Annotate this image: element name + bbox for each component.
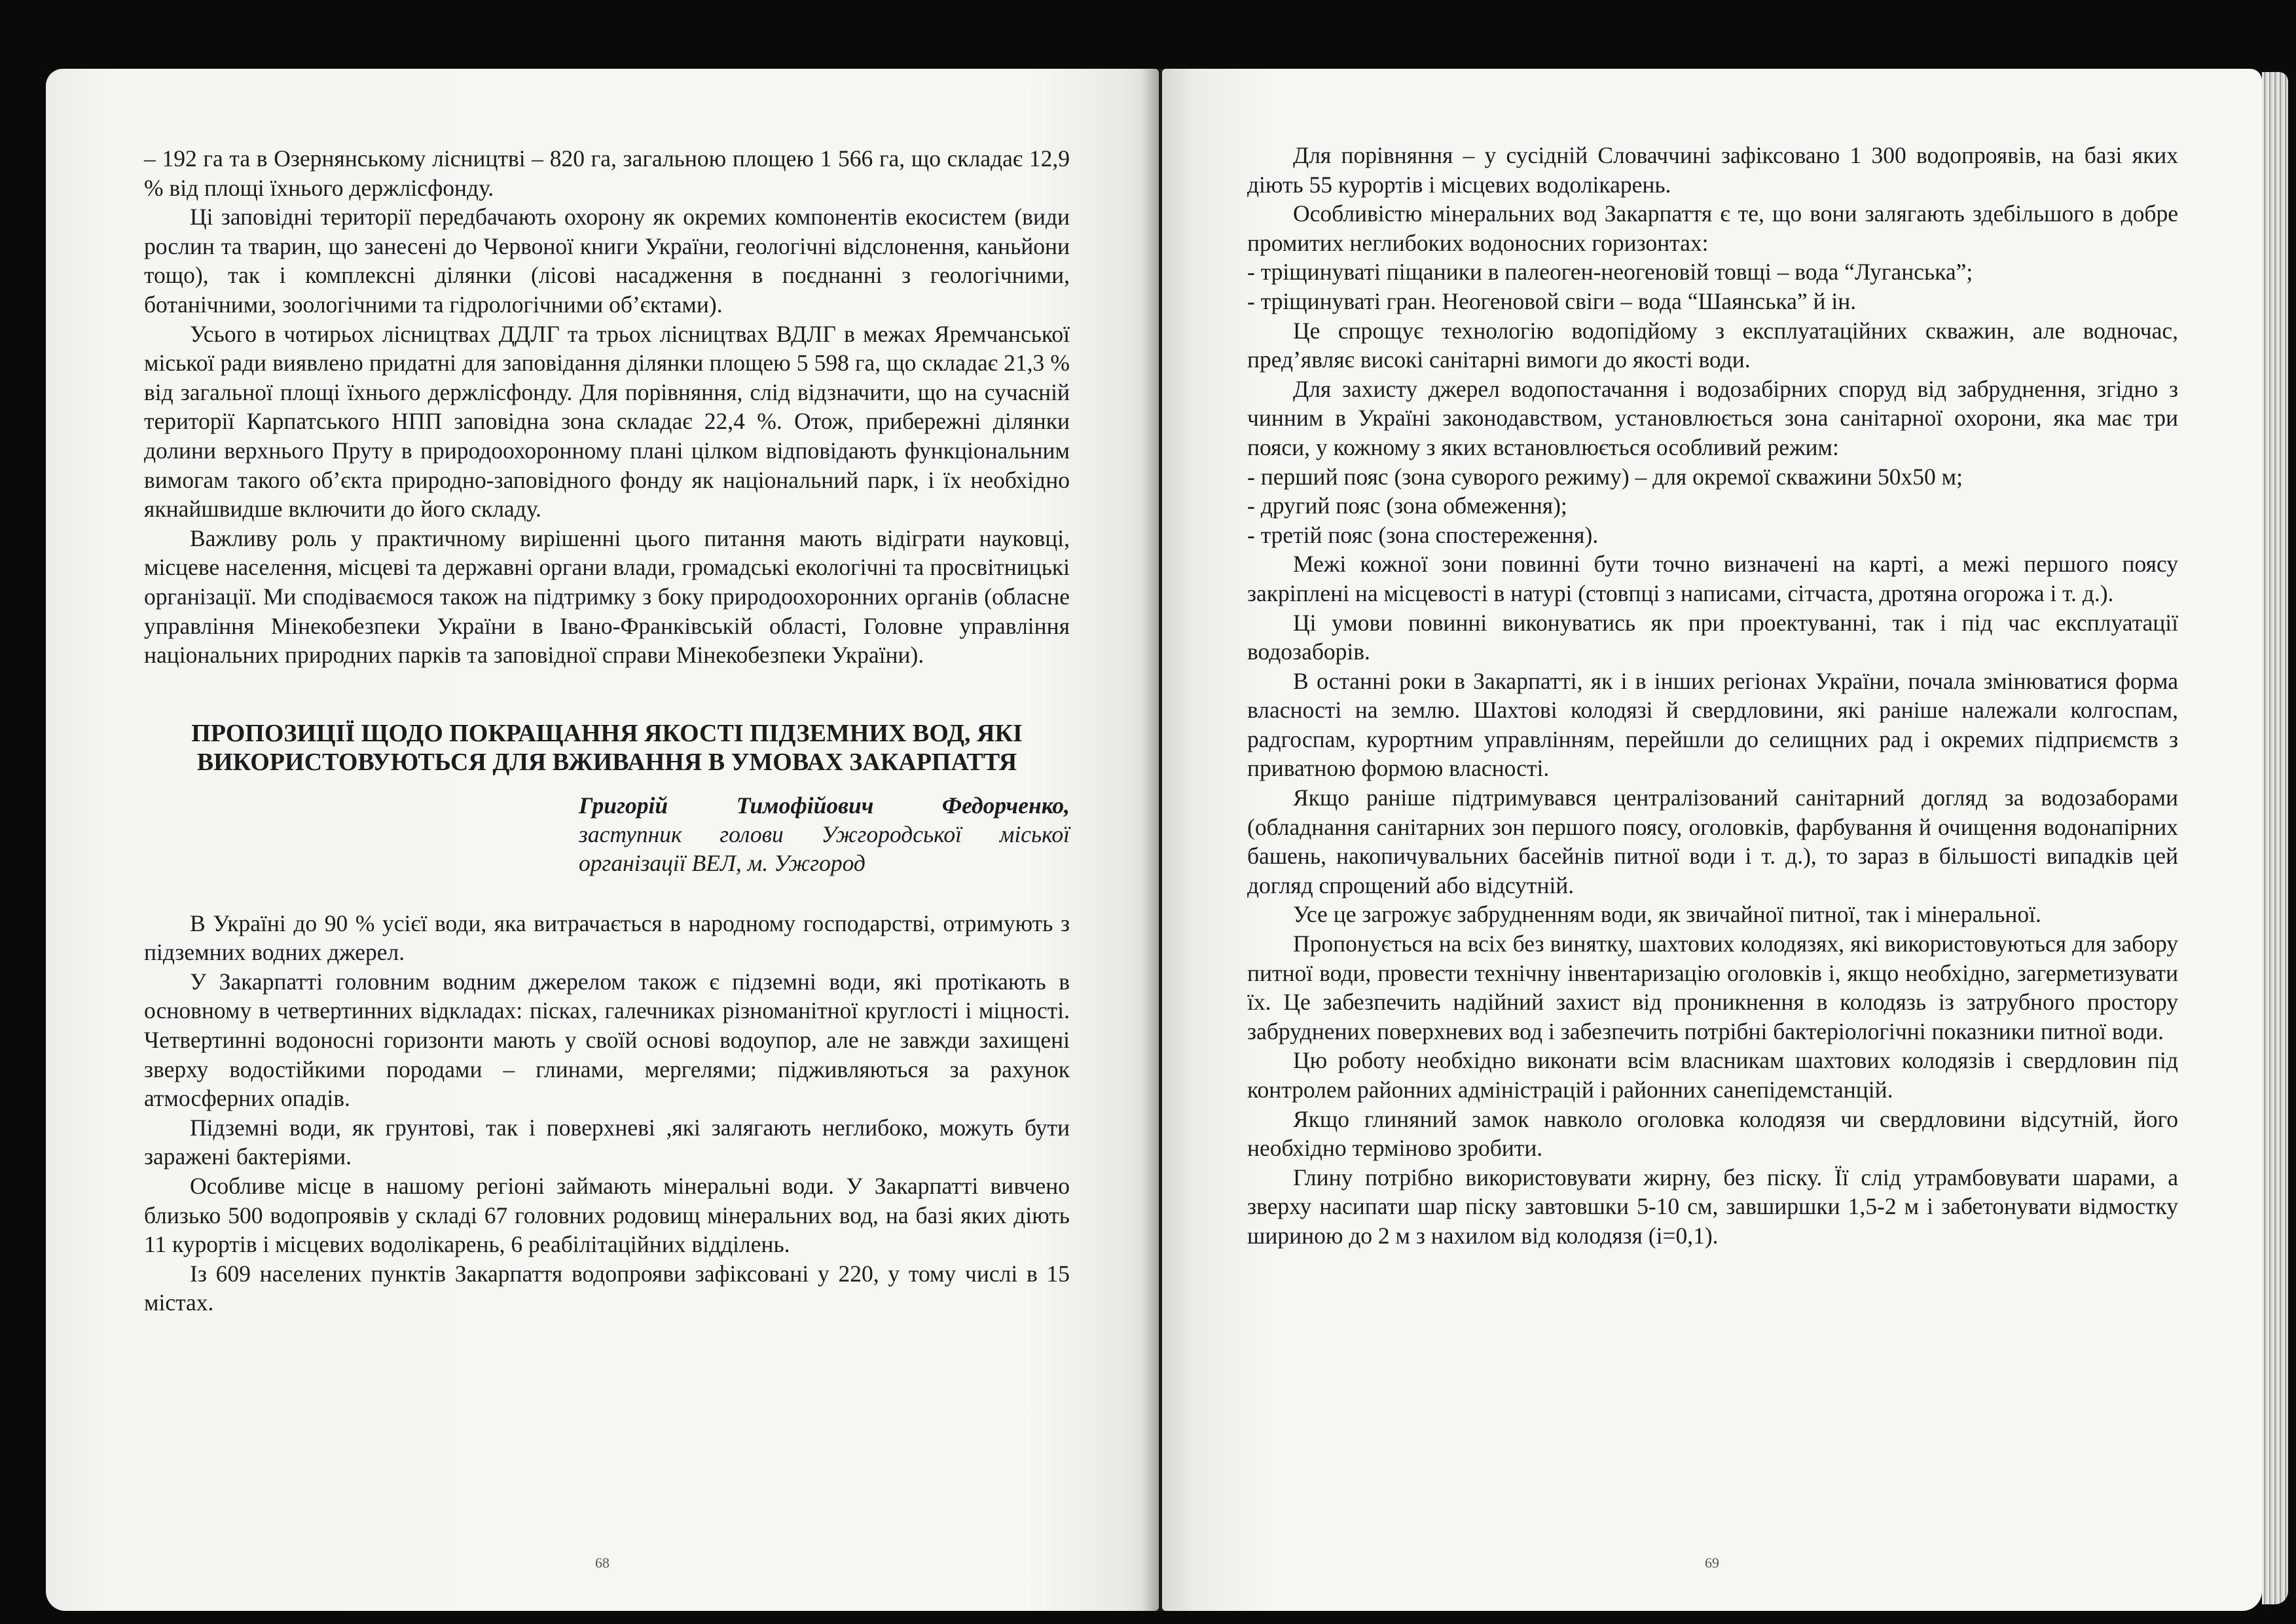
list-item: - третій пояс (зона спостереження).: [1247, 521, 1599, 548]
list-item: - другий пояс (зона обмеження);: [1247, 492, 1567, 519]
page-edges: [2262, 72, 2288, 1604]
paragraph: Цю роботу необхідно виконати всім власникам шахтових колодязів і свердловин під контролем районних адміністрацій і районних санепідемстанцій.: [1247, 1047, 2178, 1103]
paragraph: Для порівняння – у сусідній Словаччині зафіксовано 1 300 водопроявів, на базі яких діють 55 курортів і місцевих водолікарень.: [1247, 142, 2178, 198]
paragraph: Глину потрібно використовувати жирну, без піску. Її слід утрамбовувати шарами, а зверху насипати шар піску завтовшки 5-10 см, завширшки 1,5-2 м і забетонувати відмостку шириною до 2 м з нахилом від колодязя (і=0,1).: [1247, 1164, 2178, 1249]
paragraph: Усе це загрожує забрудненням води, як звичайної питної, так і мінеральної.: [1293, 901, 2041, 928]
paragraph: Особливе місце в нашому регіоні займають мінеральні води. У Закарпатті вивчено близько 500 водопроявів у складі 67 головних родовищ мінеральних вод, на базі яких діють 11 курортів і місцевих водолікарень, 6 реабілітаційних відділень.: [144, 1173, 1070, 1258]
right-page: [1162, 69, 2262, 1611]
paragraph: Це спрощує технологію водопідйому з експлуатаційних скважин, але водночас, пред’являє високі санітарні вимоги до якості води.: [1247, 317, 2178, 373]
left-page: [46, 69, 1159, 1611]
paragraph: Для захисту джерел водопостачання і водозабірних споруд від забруднення, згідно з чинним в Україні законодавством, установлюється зона санітарної охорони, яка має три пояси, у кожному з яких встановлюється особливий режим:: [1247, 375, 2178, 460]
paragraph: Особливістю мінеральних вод Закарпаття є те, що вони залягають здебільшого в добре промитих неглибоких водоносних горизонтах:: [1247, 200, 2178, 256]
list-item: - тріщинуваті гран. Неогеновой свіги – вода “Шаянська” й ін.: [1247, 287, 1857, 314]
paragraph: Підземні води, як грунтові, так і поверхневі ,які залягають неглибоко, можуть бути заражені бактеріями.: [144, 1114, 1070, 1170]
paragraph: Пропонується на всіх без винятку, шахтових колодязях, які використовуються для забору питної води, провести технічну інвентаризацію оголовків і, якщо необхідно, загерметизувати їх. Це забезпечить надійний захист від проникнення в колодязь із затрубного простору забруднених поверхневих вод і забезпечить потрібні бактеріологічні показники питної води.: [1247, 931, 2178, 1044]
paragraph: Межі кожної зони повинні бути точно визначені на карті, а межі першого поясу закріплені на місцевості в натурі (стовпці з написами, сітчаста, дротяна огорожа і т. д.).: [1247, 551, 2178, 606]
paragraph: В останні роки в Закарпатті, як і в інших регіонах України, почала змінюватися форма власності на землю. Шахтові колодязі й свердловини, які раніше належали колгоспам, радгоспам, курортним управлінням, перейшли до селищних рад і окремих підприємств з приватною формою власності.: [1247, 667, 2178, 782]
list-item: - тріщинуваті піщаники в палеоген-неогеновій товщі – вода “Луганська”;: [1247, 259, 1973, 286]
page-number: 68: [595, 1555, 610, 1571]
paragraph: Ці заповідні території передбачають охорону як окремих компонентів екосистем (види рослин та тварин, що занесені до Червоної книги України, геологічні відслонення, каньйони тощо), так і комплексні ділянки (лісові насадження в поєднанні з геологічними, ботанічними, зоологічними та гідрологічними об’єктами).: [144, 204, 1070, 318]
paragraph: Якщо глиняний замок навколо оголовка колодязя чи свердловини відсутній, його необхідно терміново зробити.: [1247, 1105, 2178, 1162]
paragraph: У Закарпатті головним водним джерелом також є підземні води, які протікають в основному в четвертинних відкладах: пісках, галечниках різноманітної круглості і міцності. Четвертинні водоносні горизонти мають у своїй основі водоупор, але не завжди захищені зверху водостійкими породами – глинами, мергелями; підживляються за рахунок атмосферних опадів.: [144, 968, 1070, 1112]
page-number: 69: [1705, 1555, 1719, 1571]
paragraph: Ці умови повинні виконуватись як при проектуванні, так і під час експлуатації водозаборів.: [1247, 609, 2178, 665]
paragraph: Усього в чотирьох лісництвах ДДЛГ та трьох лісництвах ВДЛГ в межах Яремчанської міської ради виявлено придатні для заповідання ділянки площею 5 598 га, що складає 21,3 % від загальної площі їхнього держлісфонду. Для порівняння, слід відзначити, що на сучасній території Карпатського НПП заповідна зона складає 22,4 %. Отож, прибережні ділянки долини верхнього Пруту в природоохоронному плані цілком відповідають функціональним вимогам такого об’єкта природно-заповідного фонду як національний парк, і їх необхідно якнайшвидше включити до його складу.: [144, 320, 1070, 523]
paragraph: Із 609 населених пунктів Закарпаття водопрояви зафіксовані у 220, у тому числі в 15 містах.: [144, 1260, 1070, 1316]
article-heading: ПРОПОЗИЦІЇ ЩОДО ПОКРАЩАННЯ ЯКОСТІ ПІДЗЕМНИХ ВОД, ЯКІ ВИКОРИСТОВУЮТЬСЯ ДЛЯ ВЖИВАННЯ В УМОВАХ ЗАКАРПАТТЯ: [191, 719, 1023, 776]
paragraph: Важливу роль у практичному вирішенні цього питання мають відіграти науковці, місцеве населення, місцеві та державні органи влади, громадські екологічні та просвітницькі організації. Ми сподіваємося також на підтримку з боку природоохоронних органів (обласне управління Мінекобезпеки України в Івано-Франківській області, Головне управління національних природних парків та заповідної справи Мінекобезпеки України).: [144, 525, 1070, 669]
paragraph: В Україні до 90 % усієї води, яка витрачається в народному господарстві, отримують з підземних водних джерел.: [144, 910, 1070, 966]
paragraph: – 192 га та в Озернянському лісництві – 820 га, загальною площею 1 566 га, що складає 12,9 % від площі їхнього держлісфонду.: [144, 145, 1070, 201]
author-block: [144, 791, 1070, 877]
author-name: Григорій Тимофійович Федорченко,: [579, 792, 1070, 819]
paragraph: Якщо раніше підтримувався централізований санітарний догляд за водозаборами (обладнання санітарних зон першого поясу, оголовків, фарбування й очищення водонапірних башень, накопичувальних басейнів питної води і т. д.), то зараз в більшості випадків цей догляд спрощений або відсутній.: [1247, 784, 2178, 898]
author-role: заступник голови Ужгородської міської організації ВЕЛ, м. Ужгород: [579, 821, 1070, 876]
list-item: - перший пояс (зона суворого режиму) – для окремої скважини 50х50 м;: [1247, 463, 1963, 490]
